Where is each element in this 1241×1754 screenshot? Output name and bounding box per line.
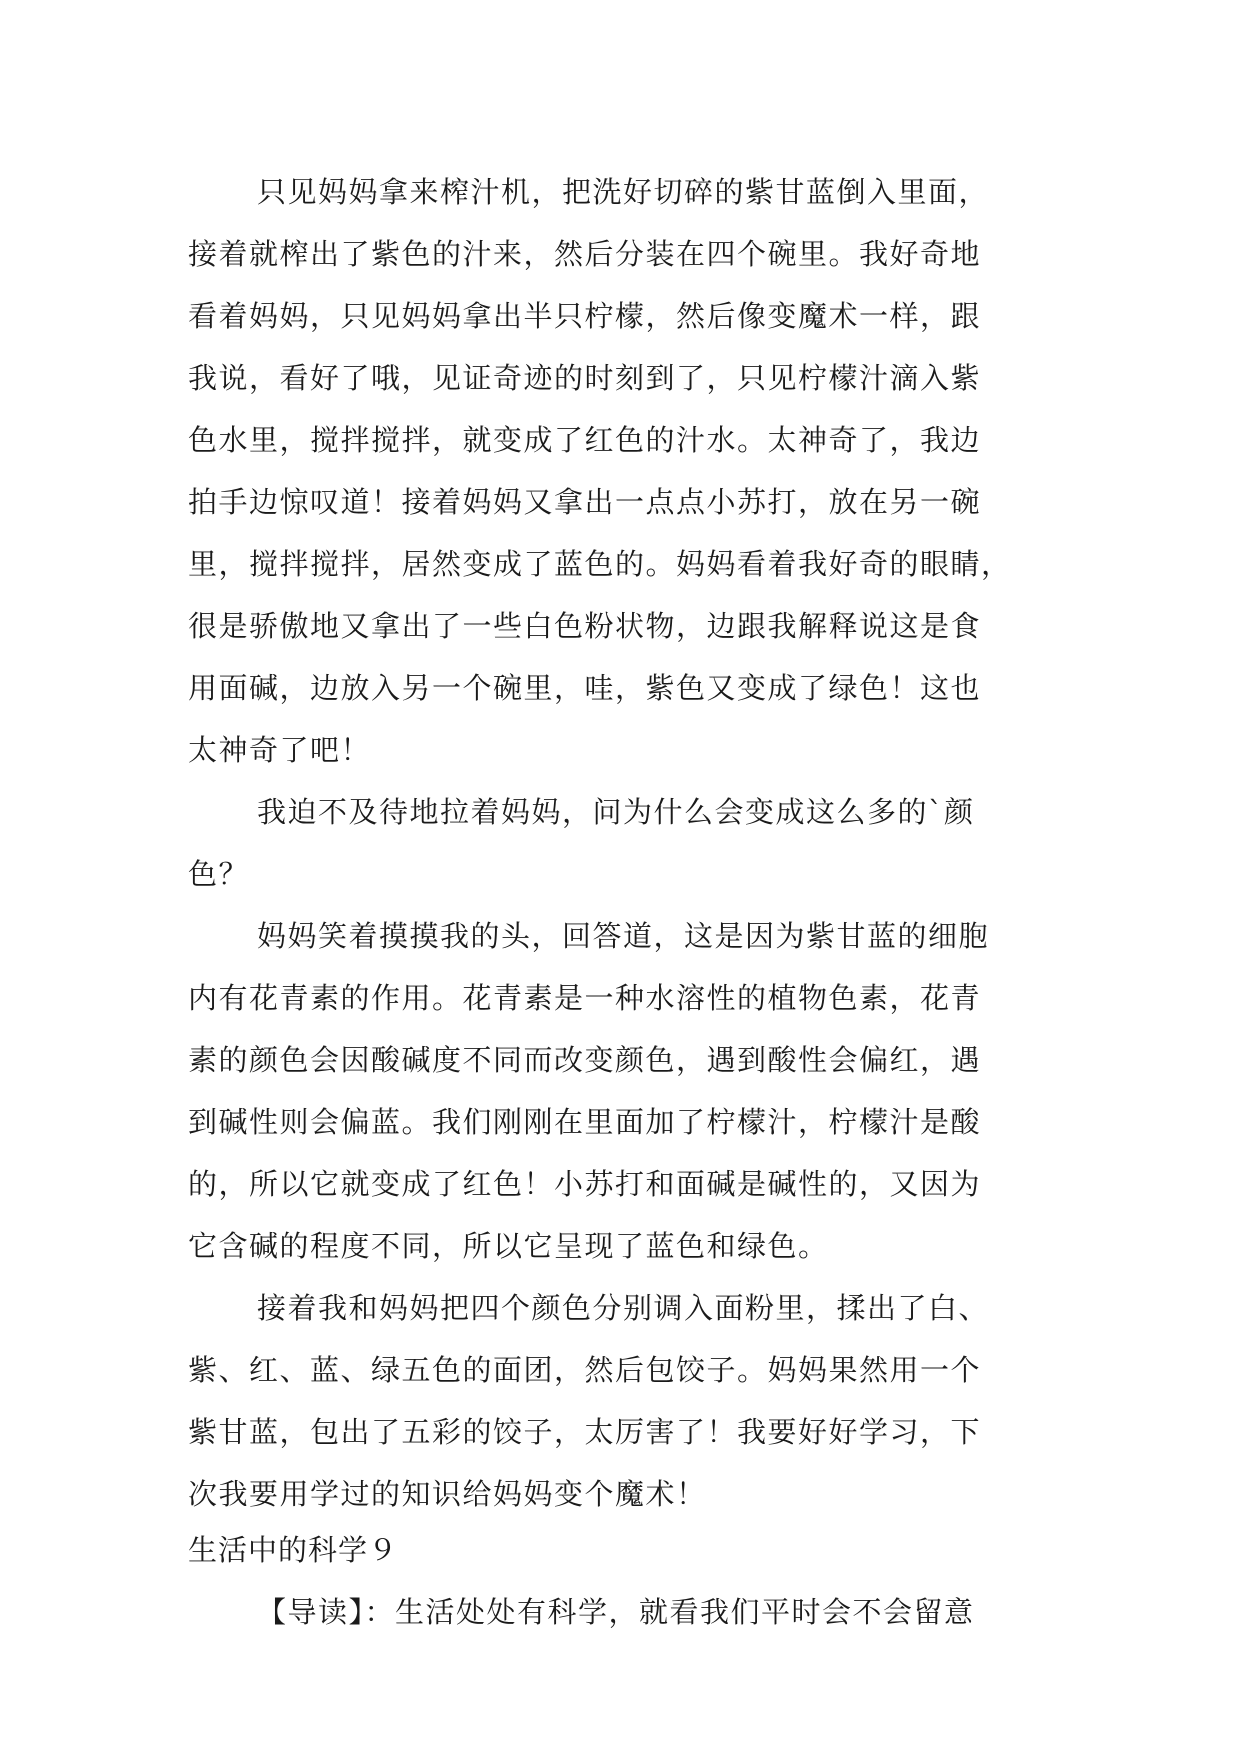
section-title: 生活中的科学９ <box>188 1533 399 1567</box>
paragraph-line: 太神奇了吧！ <box>188 733 372 767</box>
paragraph-line: 它含碱的程度不同，所以它呈现了蓝色和绿色。 <box>188 1229 829 1263</box>
paragraph-line: 到碱性则会偏蓝。我们刚刚在里面加了柠檬汁，柠檬汁是酸 <box>188 1105 982 1139</box>
paragraph-line: 只见妈妈拿来榨汁机，把洗好切碎的紫甘蓝倒入里面， <box>257 175 990 209</box>
paragraph-line: 里，搅拌搅拌，居然变成了蓝色的。妈妈看着我好奇的眼睛， <box>188 547 1012 581</box>
paragraph-line: 色？ <box>188 857 250 891</box>
paragraph-line: 我迫不及待地拉着妈妈，问为什么会变成这么多的`颜 <box>257 795 975 829</box>
paragraph-line: 接着就榨出了紫色的汁来，然后分装在四个碗里。我好奇地 <box>188 237 982 271</box>
paragraph-line: 紫、红、蓝、绿五色的面团，然后包饺子。妈妈果然用一个 <box>188 1353 982 1387</box>
paragraph-line: 内有花青素的作用。花青素是一种水溶性的植物色素，花青 <box>188 981 982 1015</box>
paragraph-line: 我说，看好了哦，见证奇迹的时刻到了，只见柠檬汁滴入紫 <box>188 361 982 395</box>
paragraph-line: 拍手边惊叹道！接着妈妈又拿出一点点小苏打，放在另一碗 <box>188 485 982 519</box>
paragraph-line: 妈妈笑着摸摸我的头，回答道，这是因为紫甘蓝的细胞 <box>257 919 990 953</box>
paragraph-line: 很是骄傲地又拿出了一些白色粉状物，边跟我解释说这是食 <box>188 609 982 643</box>
paragraph-line: 接着我和妈妈把四个颜色分别调入面粉里，揉出了白、 <box>257 1291 990 1325</box>
paragraph-line: 次我要用学过的知识给妈妈变个魔术！ <box>188 1477 707 1511</box>
paragraph-line: 【导读】：生活处处有科学，就看我们平时会不会留意 <box>257 1595 975 1629</box>
paragraph-line: 看着妈妈，只见妈妈拿出半只柠檬，然后像变魔术一样，跟 <box>188 299 982 333</box>
paragraph-line: 用面碱，边放入另一个碗里，哇，紫色又变成了绿色！这也 <box>188 671 982 705</box>
paragraph-line: 素的颜色会因酸碱度不同而改变颜色，遇到酸性会偏红，遇 <box>188 1043 982 1077</box>
paragraph-line: 紫甘蓝，包出了五彩的饺子，太厉害了！我要好好学习，下 <box>188 1415 982 1449</box>
paragraph-line: 的，所以它就变成了红色！小苏打和面碱是碱性的，又因为 <box>188 1167 982 1201</box>
paragraph-line: 色水里，搅拌搅拌，就变成了红色的汁水。太神奇了，我边 <box>188 423 982 457</box>
